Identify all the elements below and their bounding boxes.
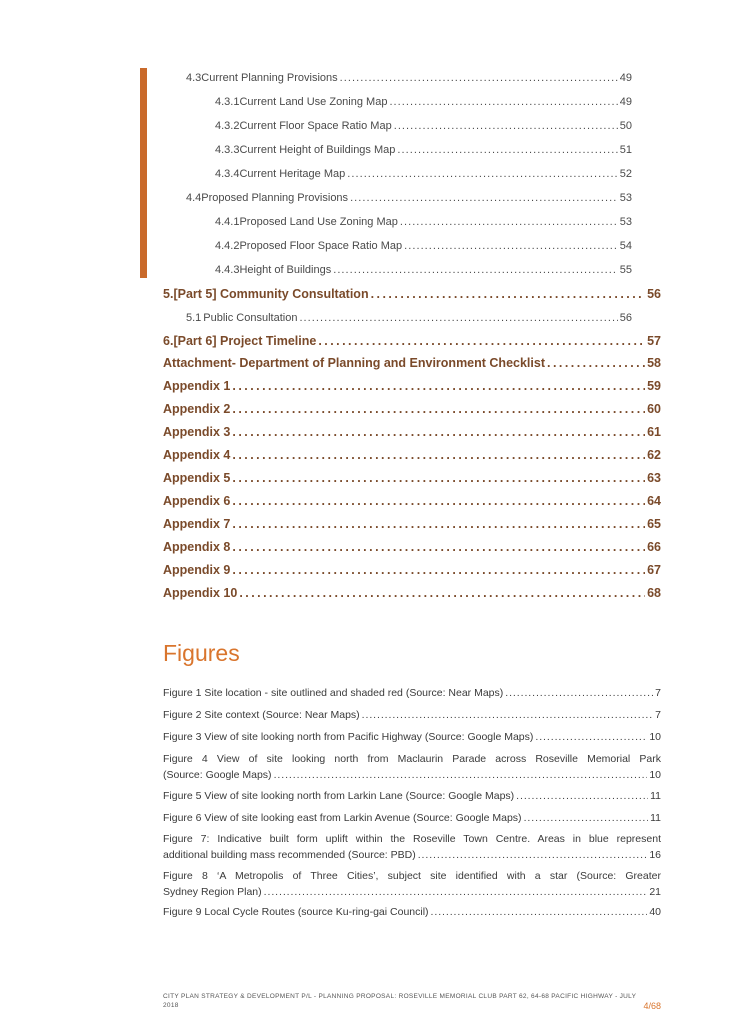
figure-page: 40 xyxy=(649,906,661,918)
toc-title: Current Floor Space Ratio Map xyxy=(239,120,392,132)
figure-page: 7 xyxy=(655,687,661,699)
toc-entry-appendix-7[interactable] xyxy=(163,517,661,534)
figure-entry-6[interactable] xyxy=(163,810,661,826)
toc-title: Current Land Use Zoning Map xyxy=(239,96,388,108)
toc-title: Appendix 4 xyxy=(163,448,231,462)
dot-leader xyxy=(350,192,618,204)
figure-page: 7 xyxy=(655,709,661,721)
toc-entry-appendix-2[interactable] xyxy=(163,402,661,419)
figure-title-line1: Figure 7: Indicative built form uplift within the Roseville Town Centre. Areas in blue represent xyxy=(163,833,661,845)
toc-page: 51 xyxy=(619,144,632,156)
figure-title: Figure 5 View of site looking north from Larkin Lane (Source: Google Maps) xyxy=(163,790,515,802)
figure-title-line1: Figure 8 ‘A Metropolis of Three Cities’, subject site identified with a star (Source: Greater xyxy=(163,870,661,882)
figure-entry-1[interactable] xyxy=(163,685,661,701)
dot-leader xyxy=(362,707,653,723)
toc-page: 53 xyxy=(619,192,632,204)
dot-leader xyxy=(389,96,617,108)
toc-title: Appendix 5 xyxy=(163,471,231,485)
figure-page: 10 xyxy=(649,731,661,743)
toc-number: 4.4.3 xyxy=(215,264,240,276)
dot-leader xyxy=(232,471,645,485)
footer-page-number: 4/68 xyxy=(643,1001,661,1011)
figure-entry-4[interactable] xyxy=(163,751,661,783)
toc-entry-4-3-2[interactable] xyxy=(215,120,632,135)
toc-title: Appendix 7 xyxy=(163,517,231,531)
dot-leader xyxy=(505,685,653,701)
toc-entry-appendix-9[interactable] xyxy=(163,563,661,580)
dot-leader xyxy=(524,810,649,826)
toc-title: Appendix 1 xyxy=(163,379,231,393)
toc-entry-4-3[interactable] xyxy=(186,72,632,87)
dot-leader xyxy=(516,788,648,804)
dot-leader xyxy=(232,540,645,554)
figure-title: Sydney Region Plan) xyxy=(163,886,262,898)
toc-page: 68 xyxy=(647,586,661,600)
figure-title: Figure 6 View of site looking east from Larkin Avenue (Source: Google Maps) xyxy=(163,812,522,824)
toc-page: 62 xyxy=(647,448,661,462)
figure-entry-7[interactable] xyxy=(163,831,661,863)
toc-title: Current Heritage Map xyxy=(239,168,346,180)
figure-entry-5[interactable] xyxy=(163,788,661,804)
dot-leader xyxy=(333,264,618,276)
dot-leader xyxy=(394,120,618,132)
toc-entry-4-4-1[interactable] xyxy=(215,216,632,231)
dot-leader xyxy=(547,356,645,370)
toc-number: 5. xyxy=(163,287,174,301)
toc-number: 4.3.3 xyxy=(215,144,240,156)
toc-entry-appendix-4[interactable] xyxy=(163,448,661,465)
toc-page: 56 xyxy=(647,287,661,301)
dot-leader xyxy=(232,494,645,508)
toc-page: 65 xyxy=(647,517,661,531)
dot-leader xyxy=(347,168,618,180)
toc-number: 4.4 xyxy=(186,192,202,204)
figure-page: 11 xyxy=(650,812,661,824)
toc-number: 4.3.4 xyxy=(215,168,240,180)
dot-leader xyxy=(232,402,645,416)
figure-title: Figure 9 Local Cycle Routes (source Ku-ring-gai Council) xyxy=(163,906,429,918)
figure-page: 11 xyxy=(650,790,661,802)
toc-page: 53 xyxy=(619,216,632,228)
figure-entry-2[interactable] xyxy=(163,707,661,723)
toc-entry-4-4[interactable] xyxy=(186,192,632,207)
toc-page: 63 xyxy=(647,471,661,485)
dot-leader xyxy=(232,563,645,577)
figure-title: Figure 1 Site location - site outlined and shaded red (Source: Near Maps) xyxy=(163,687,504,699)
figure-entry-3[interactable] xyxy=(163,729,661,745)
toc-title: Current Planning Provisions xyxy=(201,72,338,84)
toc-page: 54 xyxy=(619,240,632,252)
footer-line-2: 2018 xyxy=(163,1002,179,1009)
section-accent-bar xyxy=(140,68,147,278)
toc-title: Current Height of Buildings Map xyxy=(239,144,396,156)
toc-title: Appendix 8 xyxy=(163,540,231,554)
dot-leader xyxy=(418,847,648,863)
dot-leader xyxy=(371,287,646,301)
toc-page: 60 xyxy=(647,402,661,416)
dot-leader xyxy=(340,72,618,84)
toc-page: 49 xyxy=(619,96,632,108)
toc-number: 5.1 xyxy=(186,312,202,324)
dot-leader xyxy=(299,312,617,324)
dot-leader xyxy=(232,425,645,439)
toc-page: 49 xyxy=(619,72,632,84)
toc-page: 64 xyxy=(647,494,661,508)
toc-number: 4.3.2 xyxy=(215,120,240,132)
toc-page: 61 xyxy=(647,425,661,439)
toc-entry-5-1[interactable] xyxy=(186,312,632,327)
figure-page: 16 xyxy=(649,849,661,861)
dot-leader xyxy=(404,240,618,252)
dot-leader xyxy=(264,884,648,900)
toc-page: 56 xyxy=(619,312,632,324)
figure-entry-9[interactable] xyxy=(163,904,661,920)
toc-entry-4-4-3[interactable] xyxy=(215,264,632,279)
dot-leader xyxy=(535,729,647,745)
toc-entry-4-3-1[interactable] xyxy=(215,96,632,111)
figure-page: 10 xyxy=(649,769,661,781)
toc-title: Attachment- Department of Planning and Environment Checklist xyxy=(163,356,545,370)
dot-leader xyxy=(239,586,645,600)
toc-page: 58 xyxy=(647,356,661,370)
dot-leader xyxy=(274,767,648,783)
toc-entry-4-3-3[interactable] xyxy=(215,144,632,159)
toc-entry-4-3-4[interactable] xyxy=(215,168,632,183)
toc-entry-part-5[interactable] xyxy=(163,287,661,304)
toc-entry-appendix-1[interactable] xyxy=(163,379,661,396)
toc-page: 52 xyxy=(619,168,632,180)
figure-title: Figure 3 View of site looking north from Pacific Highway (Source: Google Maps) xyxy=(163,731,534,743)
toc-entry-appendix-10[interactable] xyxy=(163,586,661,603)
toc-title: Appendix 9 xyxy=(163,563,231,577)
toc-number: 4.3 xyxy=(186,72,202,84)
toc-page: 67 xyxy=(647,563,661,577)
figures-heading: Figures xyxy=(163,640,240,666)
toc-title: Height of Buildings xyxy=(239,264,332,276)
toc-title: Proposed Floor Space Ratio Map xyxy=(239,240,403,252)
figure-title: Figure 2 Site context (Source: Near Maps) xyxy=(163,709,360,721)
toc-entry-attachment[interactable] xyxy=(163,356,661,373)
toc-page: 55 xyxy=(619,264,632,276)
toc-title: Appendix 3 xyxy=(163,425,231,439)
toc-title: Public Consultation xyxy=(203,312,298,324)
toc-title: [Part 6] Project Timeline xyxy=(173,334,317,348)
dot-leader xyxy=(232,517,645,531)
toc-number: 4.4.1 xyxy=(215,216,240,228)
toc-entry-appendix-5[interactable] xyxy=(163,471,661,488)
toc-entry-4-4-2[interactable] xyxy=(215,240,632,255)
toc-entry-appendix-8[interactable] xyxy=(163,540,661,557)
figure-title: (Source: Google Maps) xyxy=(163,769,272,781)
footer-line-1: CITY PLAN STRATEGY & DEVELOPMENT P/L - PLANNING PROPOSAL: ROSEVILLE MEMORIAL CLUB PART 62, 64-68 PACIFIC HIGHWAY - JULY xyxy=(163,993,637,1000)
figure-page: 21 xyxy=(649,886,661,898)
dot-leader xyxy=(232,379,645,393)
toc-page: 50 xyxy=(619,120,632,132)
figure-entry-8[interactable] xyxy=(163,868,661,900)
toc-page: 57 xyxy=(647,334,661,348)
toc-page: 59 xyxy=(647,379,661,393)
toc-number: 6. xyxy=(163,334,174,348)
toc-title: Appendix 2 xyxy=(163,402,231,416)
toc-entry-appendix-3[interactable] xyxy=(163,425,661,442)
dot-leader xyxy=(400,216,618,228)
dot-leader xyxy=(431,904,648,920)
toc-page: 66 xyxy=(647,540,661,554)
toc-title: Appendix 10 xyxy=(163,586,238,600)
toc-title: Proposed Planning Provisions xyxy=(201,192,349,204)
page-footer xyxy=(163,992,661,1010)
toc-number: 4.4.2 xyxy=(215,240,240,252)
toc-number: 4.3.1 xyxy=(215,96,240,108)
dot-leader xyxy=(397,144,617,156)
toc-entry-part-6[interactable] xyxy=(163,334,661,351)
dot-leader xyxy=(232,448,645,462)
dot-leader xyxy=(318,334,645,348)
toc-title: Proposed Land Use Zoning Map xyxy=(239,216,398,228)
toc-title: Appendix 6 xyxy=(163,494,231,508)
toc-entry-appendix-6[interactable] xyxy=(163,494,661,511)
figure-title-line1: Figure 4 View of site looking north from Maclaurin Parade across Roseville Memorial Park xyxy=(163,753,661,765)
figure-title: additional building mass recommended (Source: PBD) xyxy=(163,849,416,861)
toc-title: [Part 5] Community Consultation xyxy=(173,287,369,301)
